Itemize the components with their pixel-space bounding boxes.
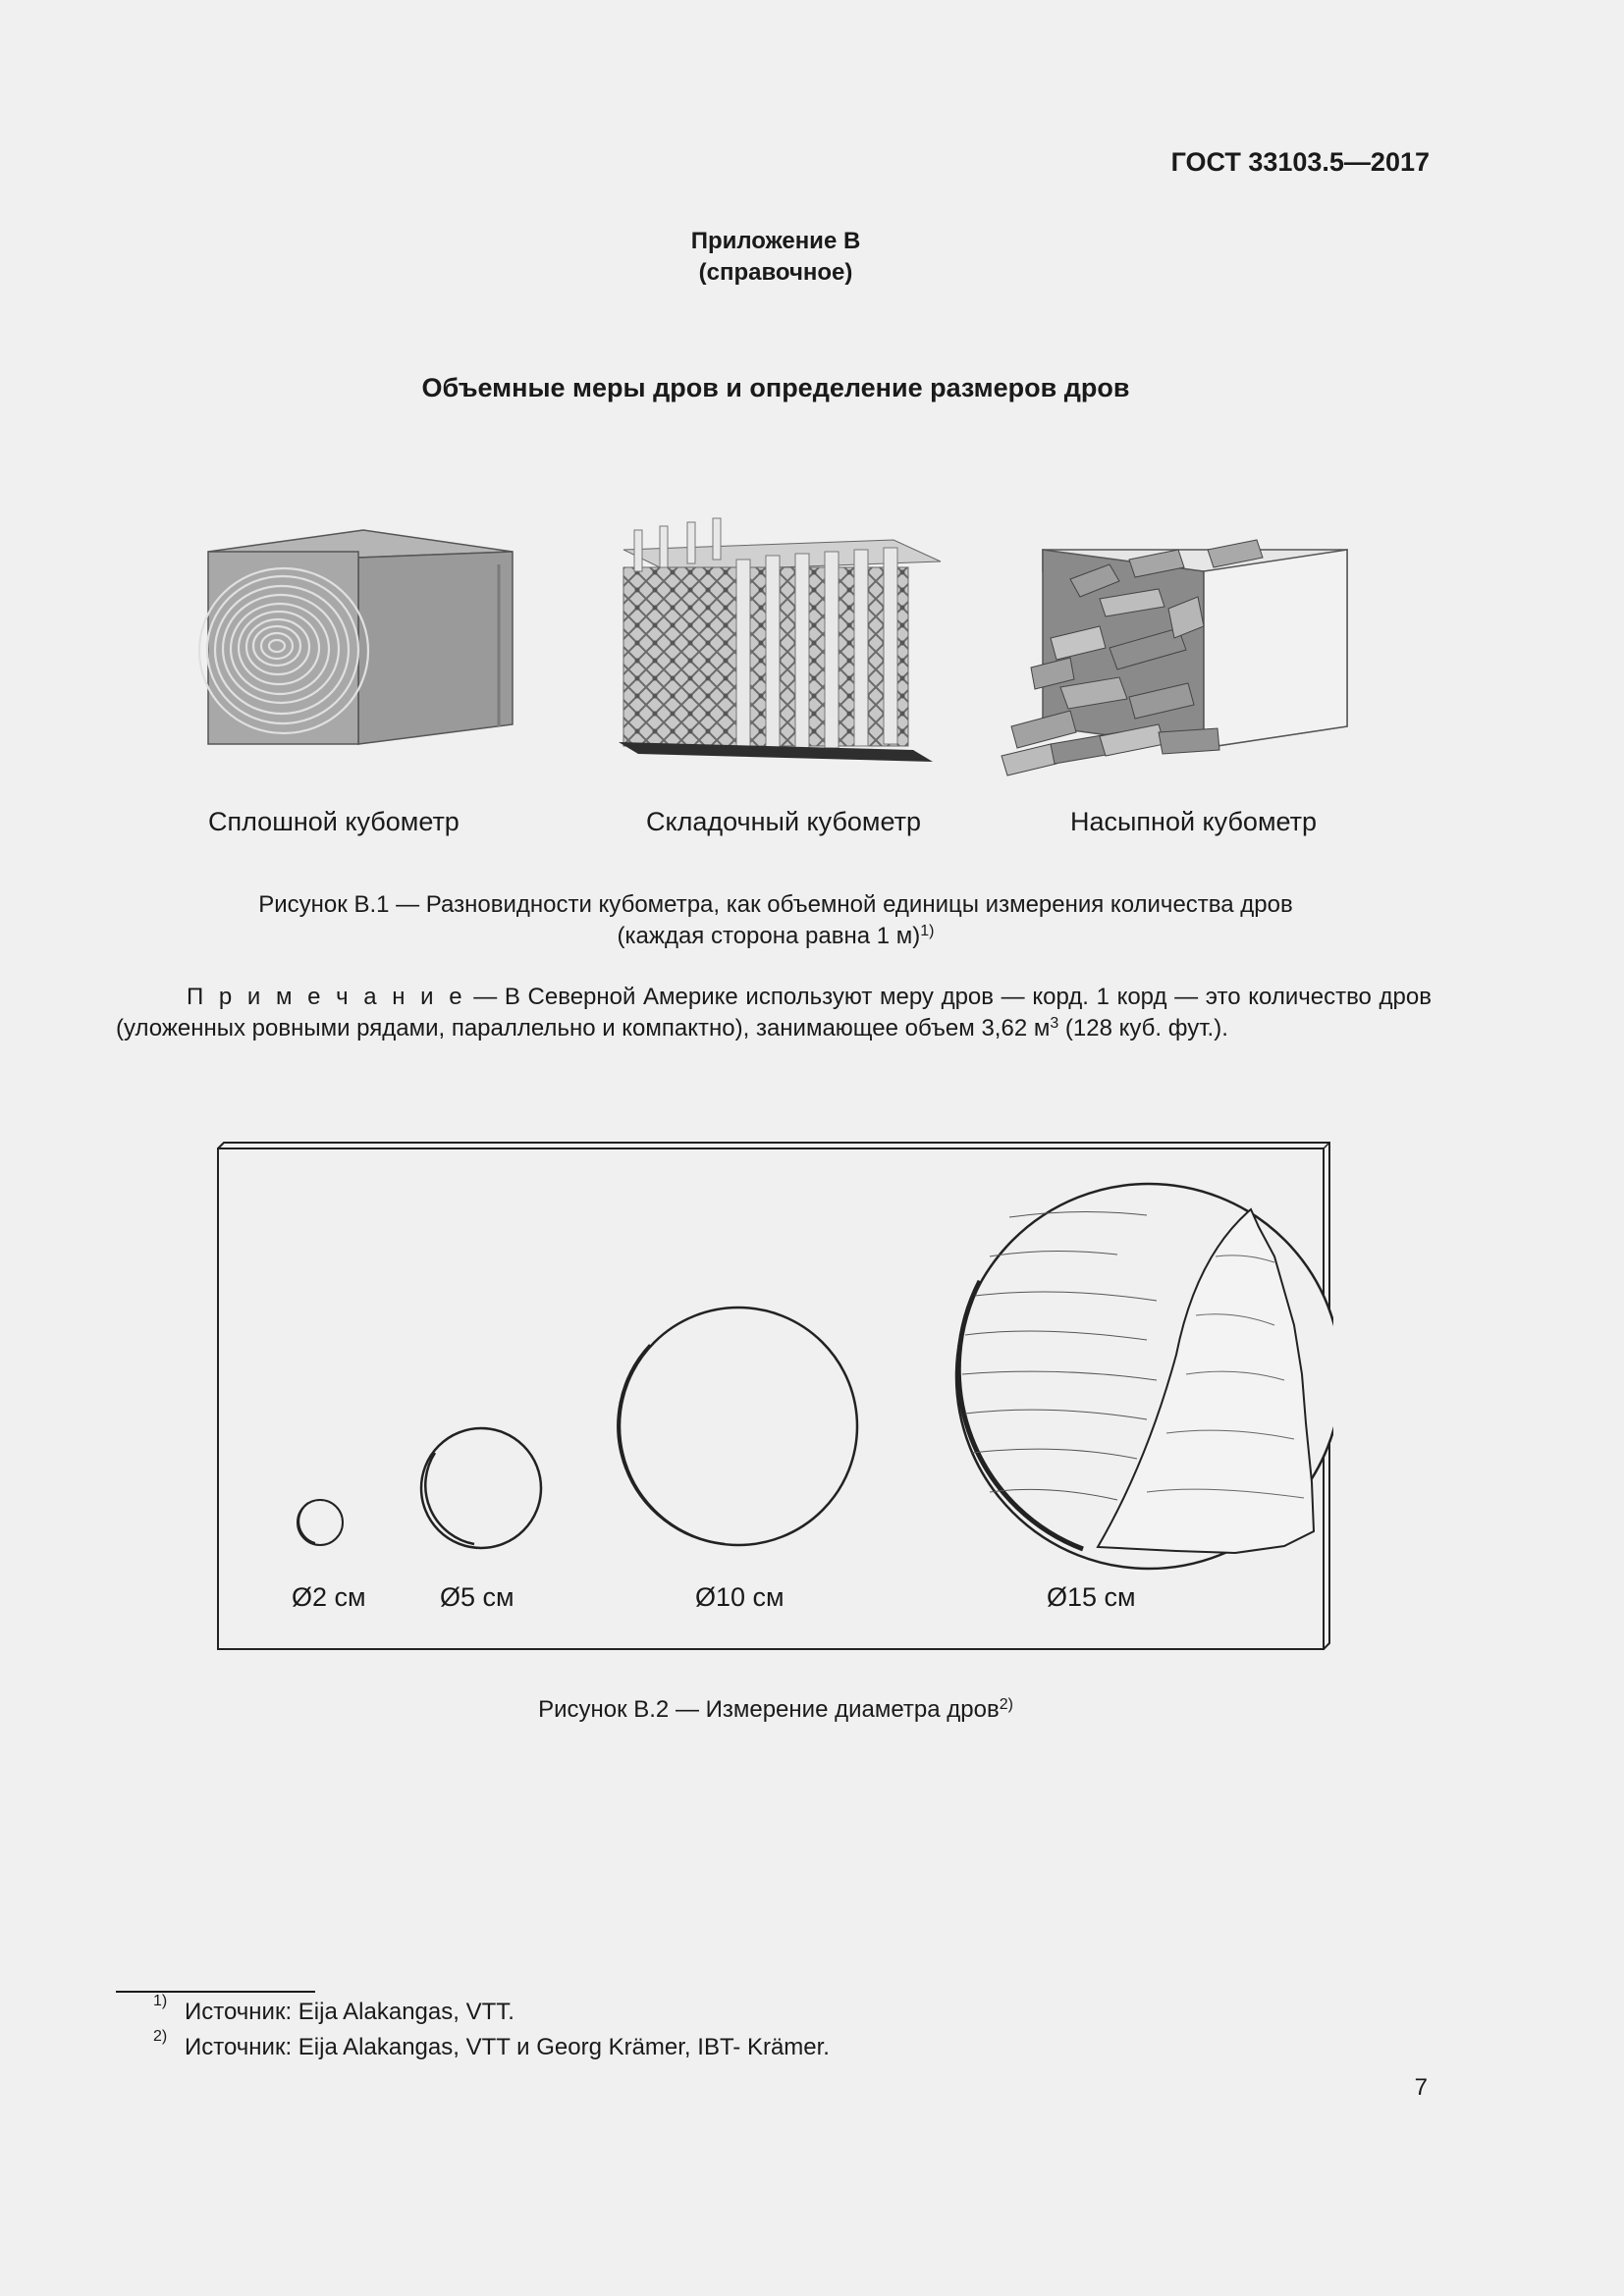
diameter-label-10cm: Ø10 см [695, 1582, 785, 1612]
loose-cube-label: Насыпной кубометр [1070, 807, 1318, 836]
appendix-subtitle: (справочное) [698, 259, 853, 286]
section-title: Объемные меры дров и определение размеров дров [421, 373, 1130, 402]
note-text-part2: (128 куб. фут.). [1058, 1015, 1228, 1041]
stacked-cube-label: Складочный кубометр [646, 807, 921, 836]
note-lead: П р и м е ч а н и е [187, 984, 466, 1010]
note-text-part1: — В Северной Америке используют меру дров — корд. 1 корд — это количество дров (уложенных ровными рядами, параллельно и компактно), занимающее объем 3,62 м [116, 984, 1432, 1041]
note-paragraph [116, 982, 1432, 1044]
footnote-2-mark: 2) [153, 2028, 168, 2045]
footnote-1-text: Источник: Eija Alakangas, VTT. [185, 1999, 514, 2025]
diameter-label-2cm: Ø2 см [292, 1582, 366, 1612]
document-code: ГОСТ 33103.5—2017 [1170, 147, 1430, 177]
footnote-2 [153, 2028, 830, 2061]
figure-1-caption-line1: Рисунок В.1 — Разновидности кубометра, как объемной единицы измерения количества дров [258, 891, 1293, 918]
diameter-label-5cm: Ø5 см [440, 1582, 514, 1612]
figure-1-caption-line2: (каждая сторона равна 1 м)$^{1)}$ [617, 923, 935, 949]
solid-cube-label: Сплошной кубометр [208, 807, 460, 836]
solid-cube-image [199, 530, 513, 744]
footnote-1 [153, 1993, 514, 2026]
figure-1-illustration [187, 510, 1404, 805]
note-sup: 3 [1050, 1015, 1059, 1032]
figure-1-caption [0, 889, 1551, 952]
footnote-1-mark: 1) [153, 1993, 168, 2009]
figure-2-caption: Рисунок В.2 — Измерение диаметра дров$^{2)}$ [538, 1696, 1013, 1723]
footnote-ref-2: 2) [999, 1696, 1013, 1713]
footnote-separator [116, 1991, 315, 1993]
figure-2-illustration [214, 1139, 1333, 1659]
appendix-heading [0, 226, 1551, 289]
appendix-title: Приложение В [690, 228, 861, 254]
page-number: 7 [1414, 2074, 1428, 2101]
stacked-cube-image [619, 518, 941, 762]
footnote-ref-1: 1) [920, 923, 935, 939]
loose-cube-image [1001, 540, 1347, 775]
log-15cm-image [956, 1184, 1333, 1569]
diameter-label-15cm: Ø15 см [1047, 1582, 1136, 1612]
footnote-2-text: Источник: Eija Alakangas, VTT и Georg Krämer, IBT- Krämer. [185, 2034, 830, 2060]
